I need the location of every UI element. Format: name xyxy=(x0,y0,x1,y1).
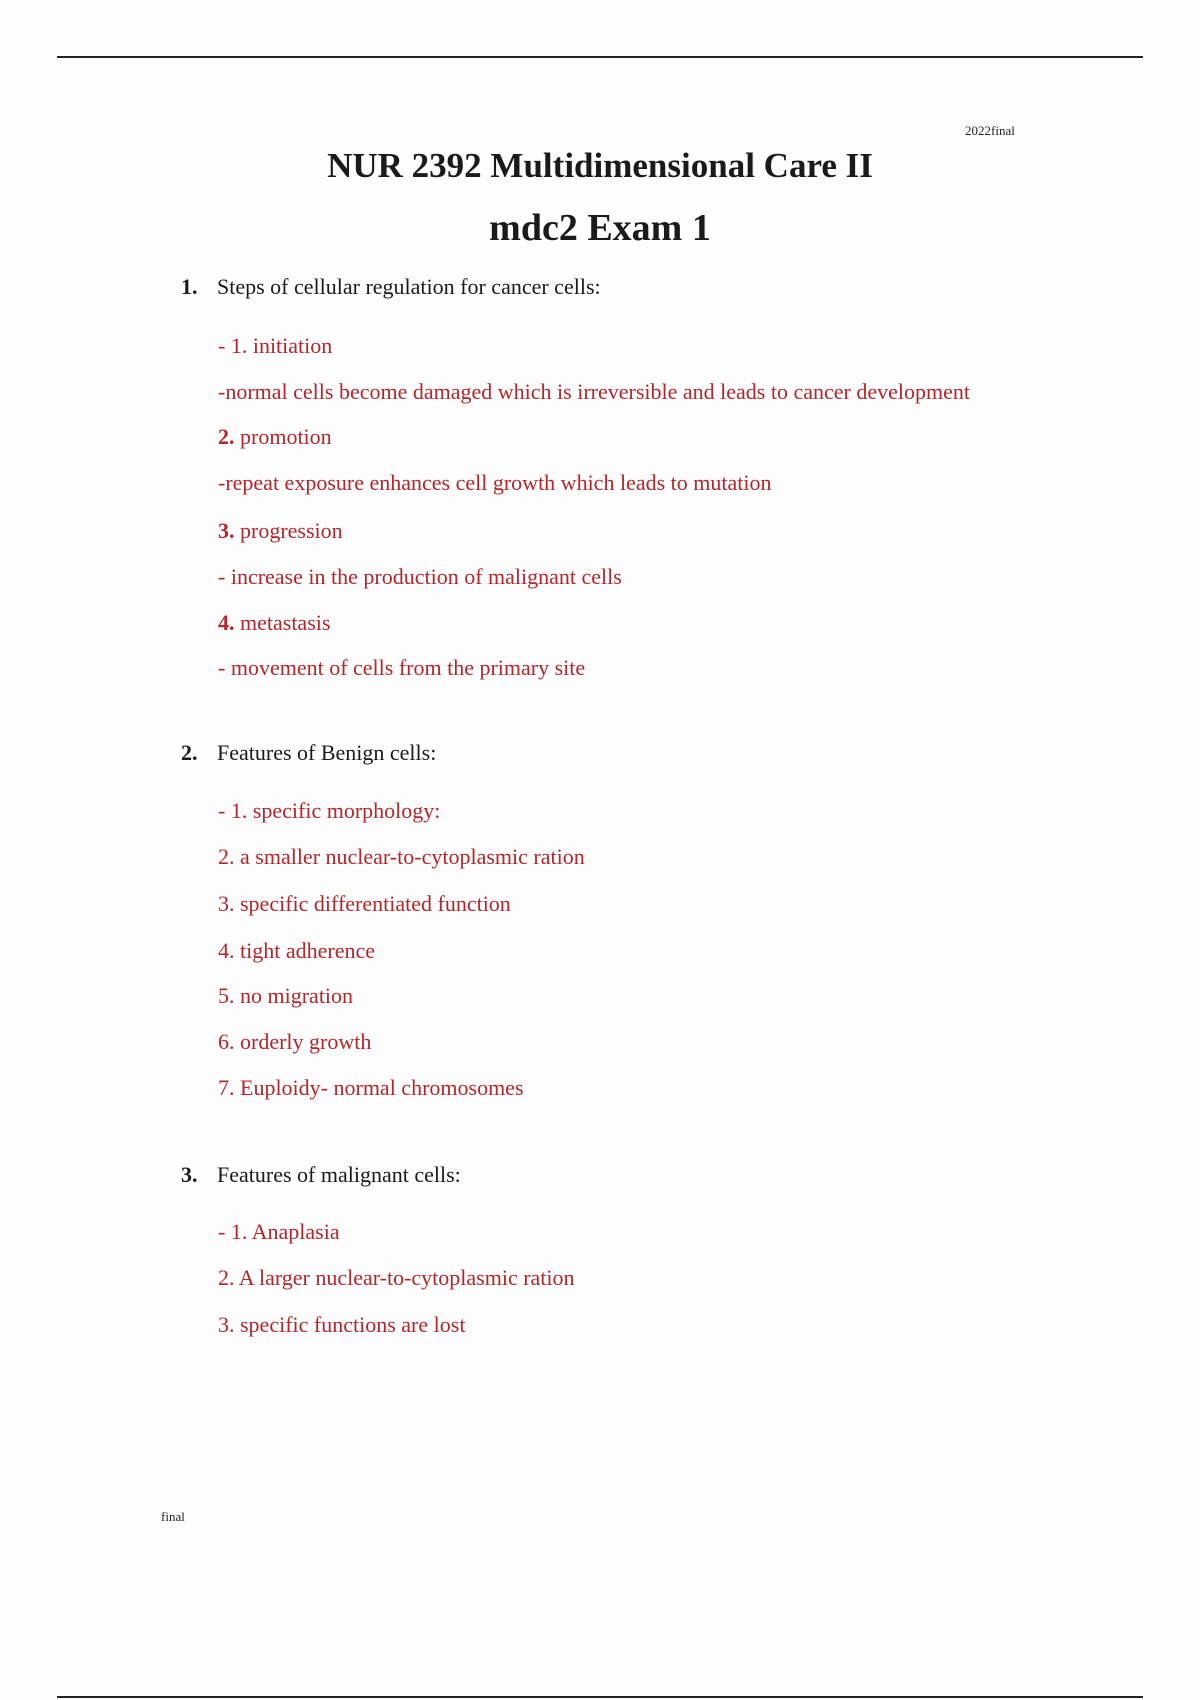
answer-line: - movement of cells from the primary site xyxy=(218,655,586,680)
question-number: 3. xyxy=(181,1162,198,1187)
answer-line: 4. tight adherence xyxy=(218,938,375,963)
document-title: NUR 2392 Multidimensional Care II xyxy=(327,146,873,185)
question-text: Features of malignant cells: xyxy=(217,1162,461,1187)
question-number: 1. xyxy=(181,274,198,299)
bottom-rule xyxy=(57,1696,1143,1698)
answer-line: 7. Euploidy- normal chromosomes xyxy=(218,1075,524,1100)
answer-line: 3. specific functions are lost xyxy=(218,1312,466,1337)
question-2 xyxy=(181,740,436,766)
answer-line: 6. orderly growth xyxy=(218,1029,372,1054)
answer-line: - increase in the production of malignant cells xyxy=(218,564,622,589)
footer-mark: final xyxy=(161,1509,185,1524)
answer-line: - 1. specific morphology: xyxy=(218,798,441,823)
question-3 xyxy=(181,1162,461,1188)
answer-line: - 1. initiation xyxy=(218,333,333,358)
answer-line: 3. progression xyxy=(218,518,343,543)
question-text: Features of Benign cells: xyxy=(217,740,437,765)
top-rule xyxy=(57,56,1143,58)
question-number: 2. xyxy=(181,740,198,765)
answer-line: 3. specific differentiated function xyxy=(218,891,511,916)
header-mark: 2022final xyxy=(965,123,1015,138)
answer-line: -normal cells become damaged which is irreversible and leads to cancer development xyxy=(218,379,970,404)
answer-line: 2. A larger nuclear-to-cytoplasmic ration xyxy=(218,1265,575,1290)
question-text: Steps of cellular regulation for cancer cells: xyxy=(217,274,601,299)
answer-line: 2. a smaller nuclear-to-cytoplasmic ration xyxy=(218,844,585,869)
answer-line: -repeat exposure enhances cell growth which leads to mutation xyxy=(218,470,772,495)
answer-line: 2. promotion xyxy=(218,424,332,449)
answer-line: - 1. Anaplasia xyxy=(218,1219,340,1244)
question-1 xyxy=(181,274,601,300)
document-subtitle: mdc2 Exam 1 xyxy=(489,207,711,249)
answer-line: 5. no migration xyxy=(218,983,354,1008)
answer-line: 4. metastasis xyxy=(218,610,331,635)
